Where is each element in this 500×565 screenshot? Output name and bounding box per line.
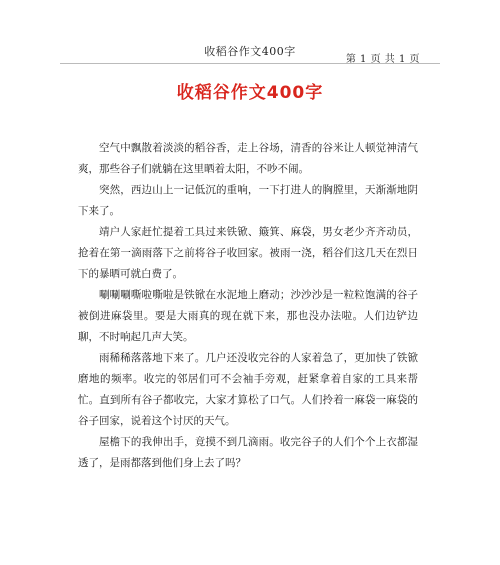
document-title: 收稻谷作文400字 bbox=[176, 83, 324, 103]
paragraph: 空气中飘散着淡淡的稻谷香，走上谷场，清香的谷米让人顿觉神清气爽，那些谷子们就躺在这里晒着太阳，不吵不闹。 bbox=[78, 142, 418, 175]
header-title: 收稻谷作文400字 bbox=[204, 45, 296, 58]
paragraph: 靖户人家赶忙提着工具过来铁锨、簸箕、麻袋，男女老少齐齐动员，抢着在第一滴雨落下之前将谷子收回家。被雨一浇，稻谷们这几天在烈日下的暴晒可就白费了。 bbox=[78, 226, 418, 280]
paragraph: 突然，西边山上一记低沉的重响，一下打进人的胸膛里，天渐渐地阴下来了。 bbox=[78, 184, 418, 217]
document-body bbox=[78, 138, 418, 474]
paragraph: 唰唰唰嘶啦嘶啦是铁锨在水泥地上磨动；沙沙沙是一粒粒饱满的谷子被倒进麻袋里。要是大雨真的现在就下来，那也没办法啦。人们边铲边聊，不时响起几声大笑。 bbox=[78, 289, 418, 343]
page-number: 第 1 页 共 1 页 bbox=[345, 54, 420, 65]
paragraph: 雨稀稀落落地下来了。几户还没收完谷的人家着急了，更加快了铁锨磨地的频率。收完的邻居们可不会袖手旁观，赶紧拿着自家的工具来帮忙。直到所有谷子都收完，大家才算松了口气。人们拎着一麻袋一麻袋的谷子回家，说着这个讨厌的天气。 bbox=[78, 352, 418, 427]
paragraph: 屋檐下的我伸出手，竟摸不到几滴雨。收完谷子的人们个个上衣都湿透了，是雨都落到他们身上去了吗？ bbox=[78, 436, 418, 469]
header-divider bbox=[60, 63, 440, 64]
